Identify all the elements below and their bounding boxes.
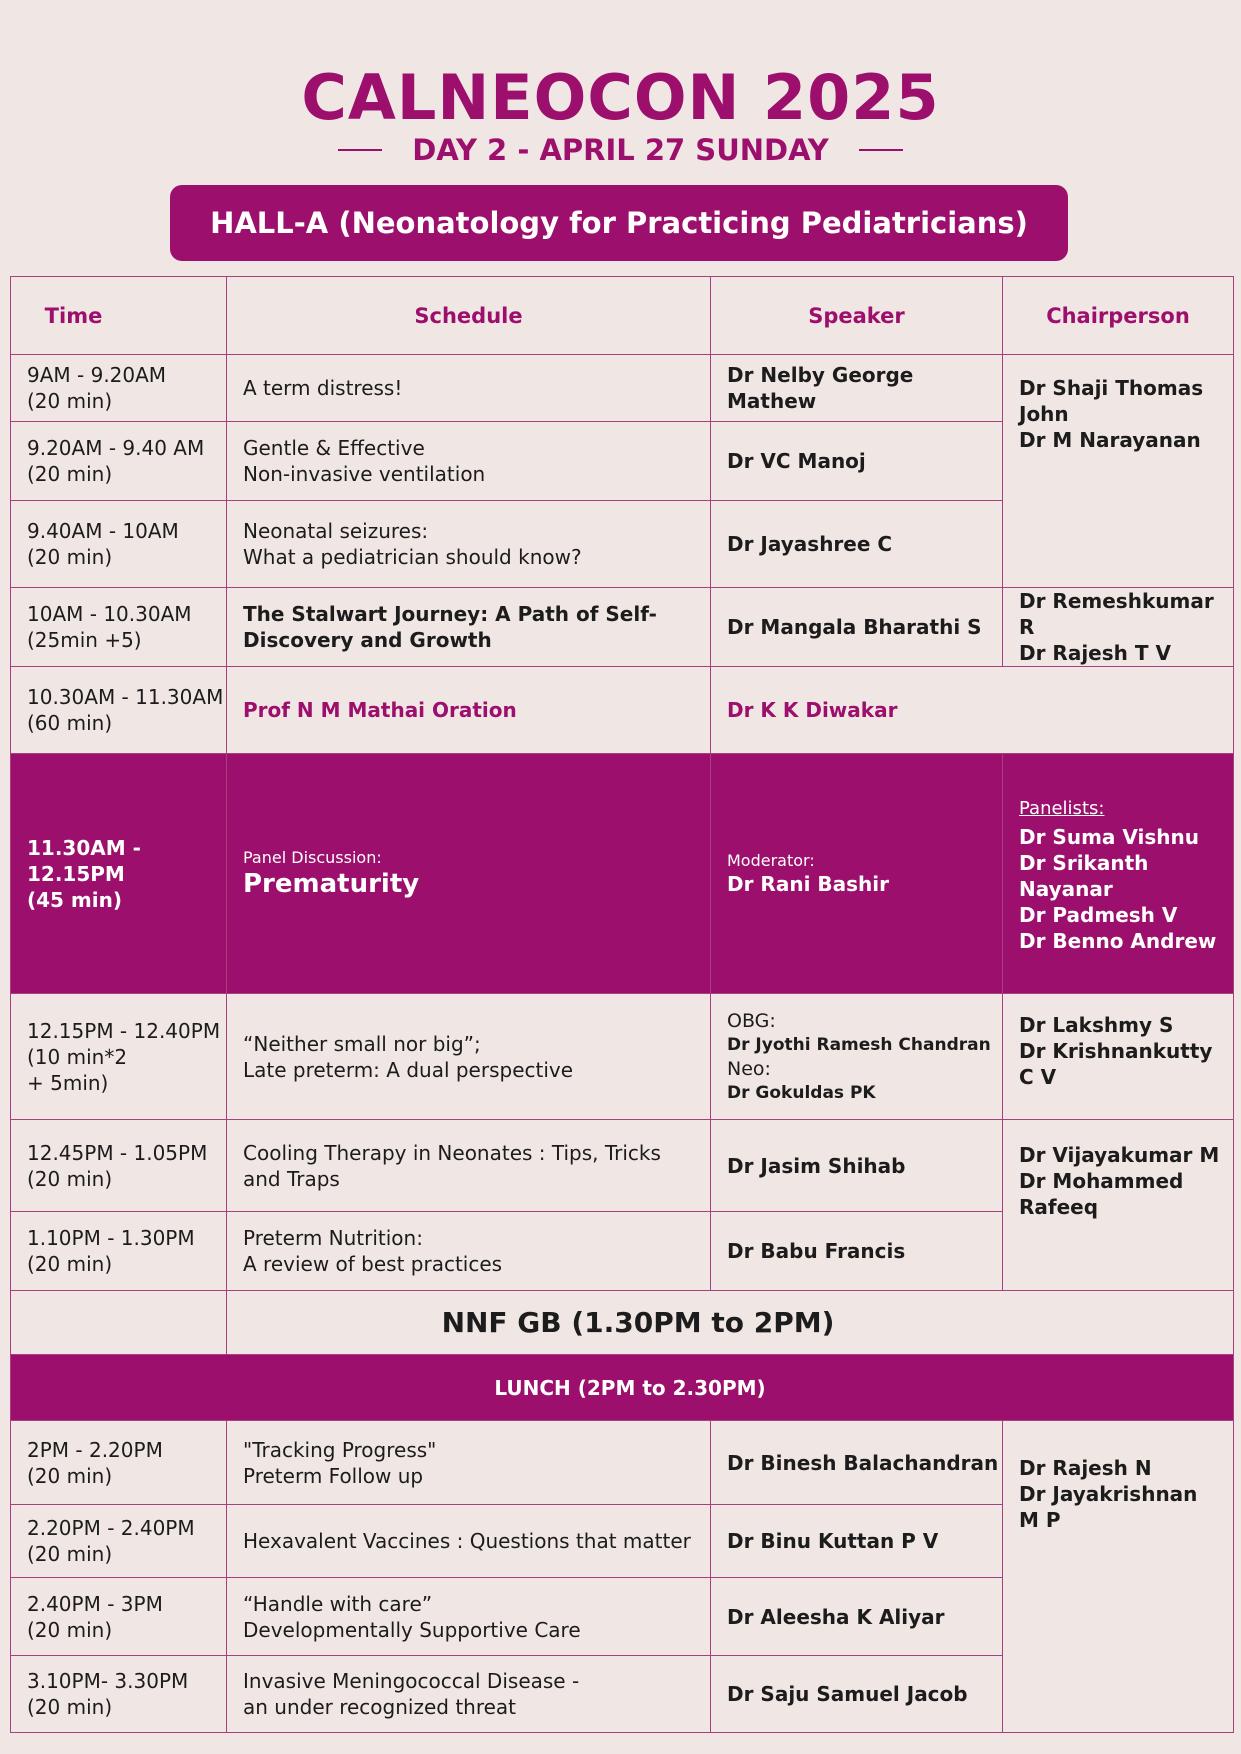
duration: (20 min) xyxy=(27,1617,113,1642)
chair-name: Dr Shaji Thomas xyxy=(1019,376,1204,400)
time-cell xyxy=(11,667,227,754)
obg-label: OBG: xyxy=(727,1009,776,1032)
panel-title: Prematurity xyxy=(243,868,420,899)
topic-cell xyxy=(227,1578,711,1656)
time-cell xyxy=(11,1120,227,1212)
duration: (20 min) xyxy=(27,1542,113,1566)
nnf-break: NNF GB (1.30PM to 2PM) xyxy=(227,1291,1234,1355)
time-range: 9.40AM - 10AM xyxy=(27,519,179,543)
neo-speaker: Dr Gokuldas PK xyxy=(727,1082,876,1103)
topic-cell xyxy=(227,1421,711,1505)
speaker-cell: Dr Aleesha K Aliyar xyxy=(711,1578,1003,1656)
panelist-name: Dr Benno Andrew xyxy=(1019,928,1217,953)
time-range: 10.30AM - 11.30AM xyxy=(27,685,224,709)
oration-row xyxy=(11,667,1234,754)
topic-line: Developmentally Supportive Care xyxy=(243,1617,581,1642)
chair-name: Dr Lakshmy S xyxy=(1019,1013,1174,1037)
time-cell xyxy=(11,1212,227,1291)
time-range: 10AM - 10.30AM xyxy=(27,602,192,626)
topic-cell xyxy=(227,422,711,501)
time-cell xyxy=(11,422,227,501)
col-speaker-header: Speaker xyxy=(711,277,1003,355)
topic-cell xyxy=(227,994,711,1120)
topic-cell xyxy=(227,501,711,588)
duration: (45 min) xyxy=(27,887,123,912)
speaker-cell: Dr Nelby George Mathew xyxy=(711,355,1003,422)
panel-row xyxy=(11,754,1234,994)
topic-line: What a pediatrician should know? xyxy=(243,545,582,569)
table-row xyxy=(11,1120,1234,1212)
topic-line: Discovery and Growth xyxy=(243,628,492,652)
topic-cell xyxy=(227,355,711,422)
time-cell xyxy=(11,994,227,1120)
obg-speaker: Dr Jyothi Ramesh Chandran xyxy=(727,1034,991,1055)
duration: (20 min) xyxy=(27,1695,113,1719)
chair-cell xyxy=(1003,1421,1234,1733)
speaker-cell xyxy=(711,754,1003,994)
duration: (60 min) xyxy=(27,711,113,735)
subtitle-row xyxy=(0,130,1241,170)
chair-name: Dr Mohammed Rafeeq xyxy=(1019,1169,1184,1219)
time-cell xyxy=(11,1505,227,1578)
chair-cell xyxy=(1003,1120,1234,1291)
duration: (20 min) xyxy=(27,1166,113,1191)
lunch-row xyxy=(11,1355,1234,1421)
time-cell xyxy=(11,1578,227,1656)
duration: (20 min) xyxy=(27,389,113,413)
topic-line: Invasive Meningococcal Disease - xyxy=(243,1669,580,1693)
speaker-cell: Dr Jayashree C xyxy=(711,501,1003,588)
topic-line: A review of best practices xyxy=(243,1252,503,1276)
chair-cell xyxy=(1003,588,1234,667)
speaker-cell: Dr Jasim Shihab xyxy=(711,1120,1003,1212)
time-cell xyxy=(11,754,227,994)
table-row xyxy=(11,994,1234,1120)
oration-speaker: Dr K K Diwakar xyxy=(711,667,1234,754)
left-rule xyxy=(338,149,382,151)
topic-cell xyxy=(227,1656,711,1733)
time-cell xyxy=(11,1421,227,1505)
chair-cell xyxy=(1003,355,1234,588)
chair-name: John xyxy=(1019,402,1069,426)
chair-name: Dr Vijayakumar M xyxy=(1019,1143,1220,1167)
topic-line: “Neither small nor big”; xyxy=(243,1031,481,1056)
topic-line: Neonatal seizures: xyxy=(243,519,429,543)
panelist-name: Dr Srikanth Nayanar xyxy=(1019,850,1149,901)
moderator-label: Moderator: xyxy=(727,850,815,870)
time-cell xyxy=(11,588,227,667)
time-cell xyxy=(11,501,227,588)
day-subtitle: DAY 2 - APRIL 27 SUNDAY xyxy=(412,133,829,167)
topic-line: Gentle & Effective xyxy=(243,436,425,460)
lunch-break: LUNCH (2PM to 2.30PM) xyxy=(11,1355,1234,1421)
time-range: 9.20AM - 9.40 AM xyxy=(27,436,205,460)
panelist-name: Dr Suma Vishnu xyxy=(1019,824,1199,849)
chair-name: Dr Rajesh N xyxy=(1019,1456,1152,1480)
time-range: 3.10PM- 3.30PM xyxy=(27,1669,189,1693)
duration: (10 min*2 xyxy=(27,1044,128,1069)
topic-line: Preterm Nutrition: xyxy=(243,1226,423,1250)
chair-name: Dr M Narayanan xyxy=(1019,428,1201,452)
duration: (20 min) xyxy=(27,462,113,486)
col-time-header: Time xyxy=(11,277,227,355)
chair-cell xyxy=(1003,994,1234,1120)
topic-cell xyxy=(227,1505,711,1578)
panelists-cell xyxy=(1003,754,1234,994)
topic-line: Non-invasive ventilation xyxy=(243,462,486,486)
schedule-table xyxy=(10,276,1234,1733)
right-rule xyxy=(859,149,903,151)
topic-cell xyxy=(227,1212,711,1291)
moderator-name: Dr Rani Bashir xyxy=(727,871,889,896)
nnf-row xyxy=(11,1291,1234,1355)
time-range: 1.10PM - 1.30PM xyxy=(27,1226,195,1250)
speaker-cell: Dr Mangala Bharathi S xyxy=(711,588,1003,667)
speaker-cell: Dr VC Manoj xyxy=(711,422,1003,501)
topic-line: Hexavalent Vaccines : Questions that matter xyxy=(243,1529,691,1553)
topic-line: Cooling Therapy in Neonates : Tips, Tricks xyxy=(243,1140,661,1165)
time-range: 9AM - 9.20AM xyxy=(27,363,167,387)
chair-name: Dr Remeshkumar R xyxy=(1019,589,1214,639)
duration: (20 min) xyxy=(27,1252,113,1276)
table-row xyxy=(11,1421,1234,1505)
speaker-cell xyxy=(711,994,1003,1120)
hall-banner: HALL-A (Neonatology for Practicing Pediatricians) xyxy=(170,185,1068,261)
panelist-name: Dr Padmesh V xyxy=(1019,902,1178,927)
time-range: 2.20PM - 2.40PM xyxy=(27,1516,195,1540)
topic-line: The Stalwart Journey: A Path of Self- xyxy=(243,602,657,626)
topic-line: an under recognized threat xyxy=(243,1695,517,1719)
time-range: 12.45PM - 1.05PM xyxy=(27,1140,208,1165)
topic-cell xyxy=(227,754,711,994)
oration-title: Prof N M Mathai Oration xyxy=(227,667,711,754)
speaker-cell: Dr Binesh Balachandran xyxy=(711,1421,1003,1505)
duration: (20 min) xyxy=(27,1463,113,1488)
duration: (20 min) xyxy=(27,545,113,569)
time-cell xyxy=(11,1656,227,1733)
table-row xyxy=(11,588,1234,667)
empty-cell xyxy=(11,1291,227,1355)
topic-line: “Handle with care” xyxy=(243,1591,433,1616)
panel-label: Panel Discussion: xyxy=(243,847,382,867)
neo-label: Neo: xyxy=(727,1057,771,1080)
topic-line: Preterm Follow up xyxy=(243,1463,424,1488)
speaker-cell: Dr Saju Samuel Jacob xyxy=(711,1656,1003,1733)
panelists-label: Panelists: xyxy=(1019,797,1105,819)
topic-cell xyxy=(227,588,711,667)
table-row xyxy=(11,355,1234,422)
col-chair-header: Chairperson xyxy=(1003,277,1234,355)
topic-line: and Traps xyxy=(243,1166,340,1191)
duration: (25min +5) xyxy=(27,628,142,652)
topic-line: Late preterm: A dual perspective xyxy=(243,1057,574,1082)
page-title: CALNEOCON 2025 xyxy=(301,61,940,134)
chair-name: Dr Jayakrishnan xyxy=(1019,1482,1198,1506)
topic-line: A term distress! xyxy=(243,376,403,400)
chair-name: M P xyxy=(1019,1508,1061,1532)
table-header-row xyxy=(11,277,1234,355)
col-schedule-header: Schedule xyxy=(227,277,711,355)
time-range: 2PM - 2.20PM xyxy=(27,1437,163,1462)
time-cell xyxy=(11,355,227,422)
speaker-cell: Dr Babu Francis xyxy=(711,1212,1003,1291)
time-range: 11.30AM - 12.15PM xyxy=(27,835,141,886)
time-range: 12.15PM - 12.40PM xyxy=(27,1018,221,1043)
duration: + 5min) xyxy=(27,1070,109,1095)
topic-line: "Tracking Progress" xyxy=(243,1437,437,1462)
topic-cell xyxy=(227,1120,711,1212)
chair-name: Dr Krishnankutty C V xyxy=(1019,1039,1213,1089)
speaker-cell: Dr Binu Kuttan P V xyxy=(711,1505,1003,1578)
time-range: 2.40PM - 3PM xyxy=(27,1591,163,1616)
chair-name: Dr Rajesh T V xyxy=(1019,641,1171,665)
